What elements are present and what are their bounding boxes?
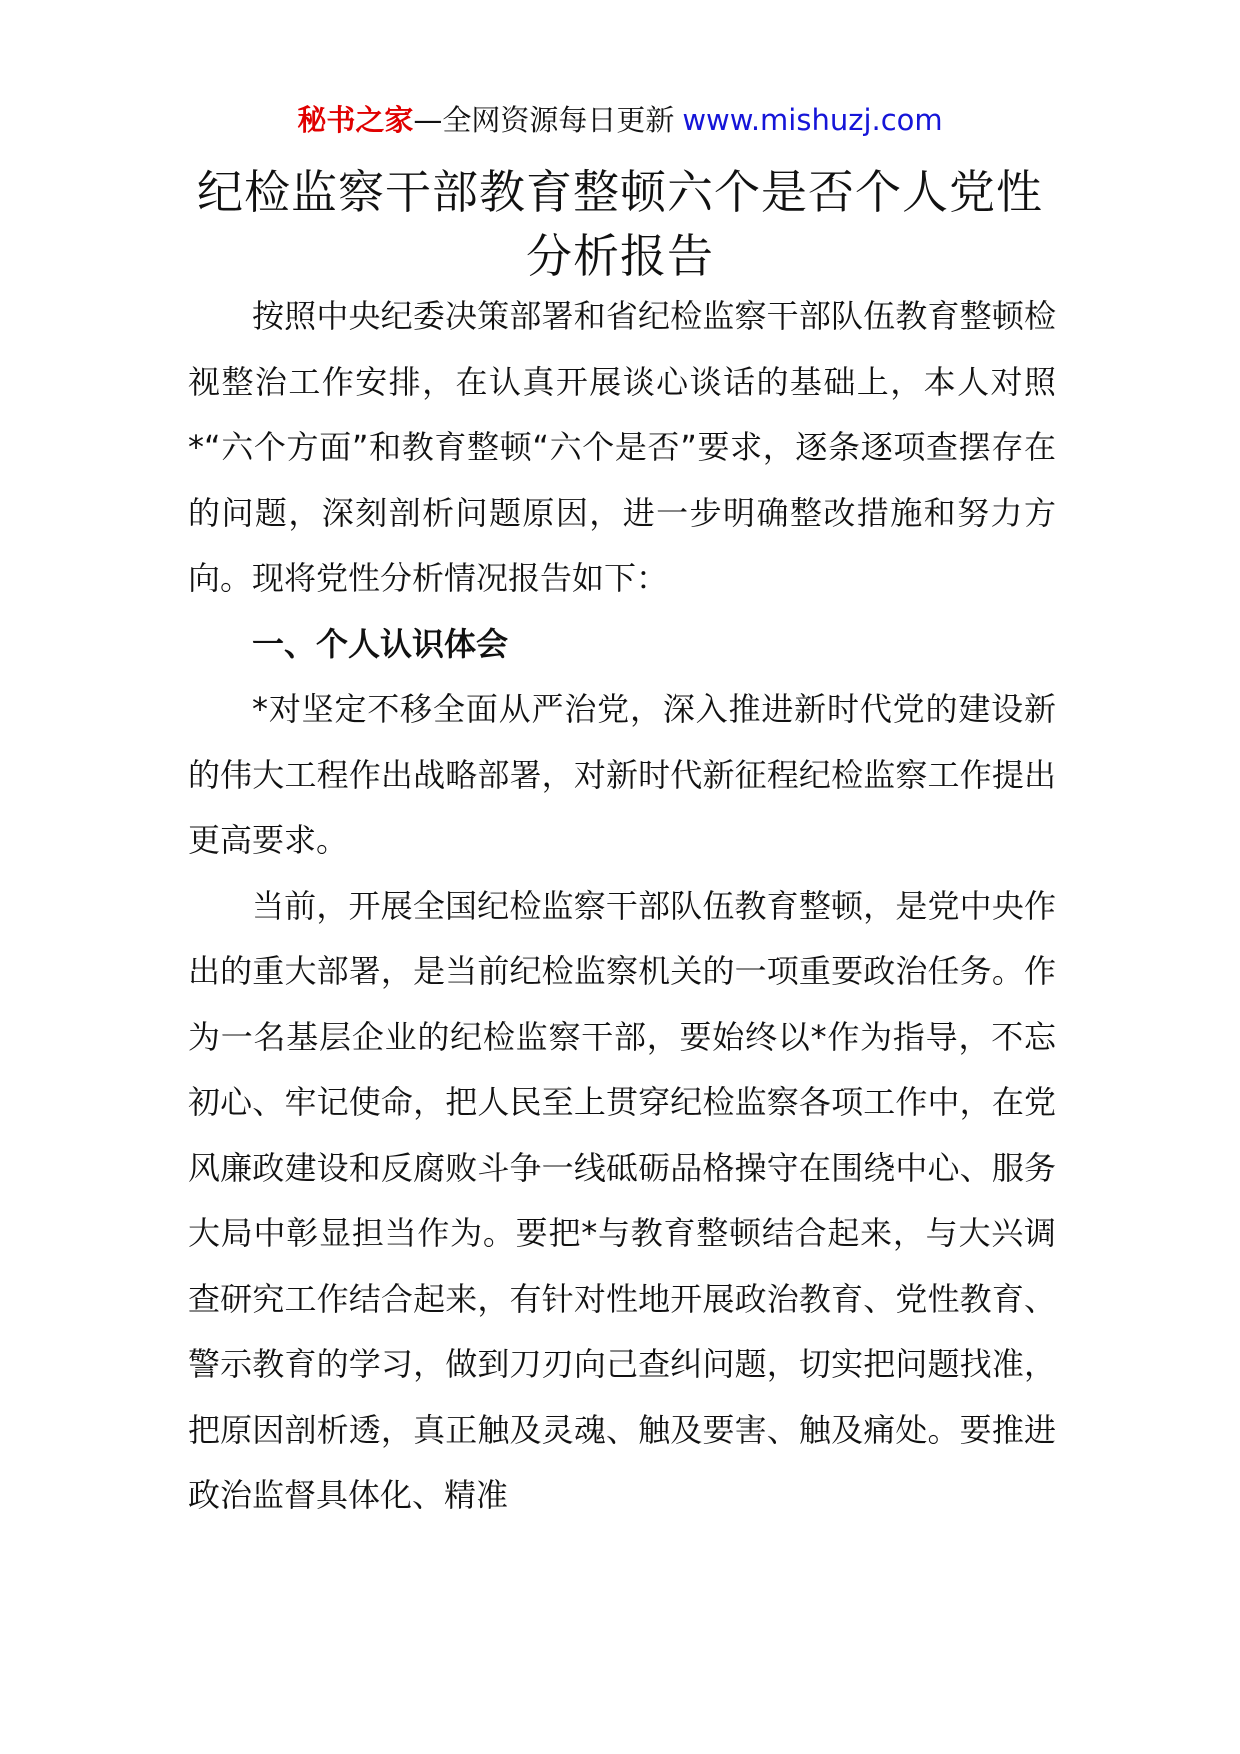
document-title-line1: 纪检监察干部教育整顿六个是否个人党性 [197, 165, 1043, 219]
header-tagline: —全网资源每日更新 [413, 103, 675, 137]
body-paragraph: *对坚定不移全面从严治党，深入推进新时代党的建设新的伟大工程作出战略部署，对新时代新征程纪检监察工作提出更高要求。 [188, 690, 1056, 859]
site-url: www.mishuzj.com [682, 103, 943, 137]
site-header [0, 100, 1240, 140]
document-body [188, 284, 1056, 1529]
section-heading: 一、个人认识体会 [252, 624, 509, 663]
intro-paragraph: 按照中央纪委决策部署和省纪检监察干部队伍教育整顿检视整治工作安排，在认真开展谈心谈话的基础上，本人对照*“六个方面”和教育整顿“六个是否”要求，逐条逐项查摆存在的问题，深刻剖析问题原因，进一步明确整改措施和努力方向。现将党性分析情况报告如下： [188, 297, 1056, 597]
document-title-line2: 分析报告 [526, 229, 714, 283]
body-paragraph: 当前，开展全国纪检监察干部队伍教育整顿，是党中央作出的重大部署，是当前纪检监察机关的一项重要政治任务。作为一名基层企业的纪检监察干部，要始终以*作为指导，不忘初心、牢记使命，把人民至上贯穿纪检监察各项工作中，在党风廉政建设和反腐败斗争一线砥砺品格操守在围绕中心、服务大局中彰显担当作为。要把*与教育整顿结合起来，与大兴调查研究工作结合起来，有针对性地开展政治教育、党性教育、警示教育的学习，做到刀刃向己查纠问题，切实把问题找准，把原因剖析透，真正触及灵魂、触及要害、触及痛处。要推进政治监督具体化、精准 [188, 886, 1056, 1514]
document-title [170, 160, 1070, 288]
brand-name: 秘书之家 [297, 103, 414, 137]
